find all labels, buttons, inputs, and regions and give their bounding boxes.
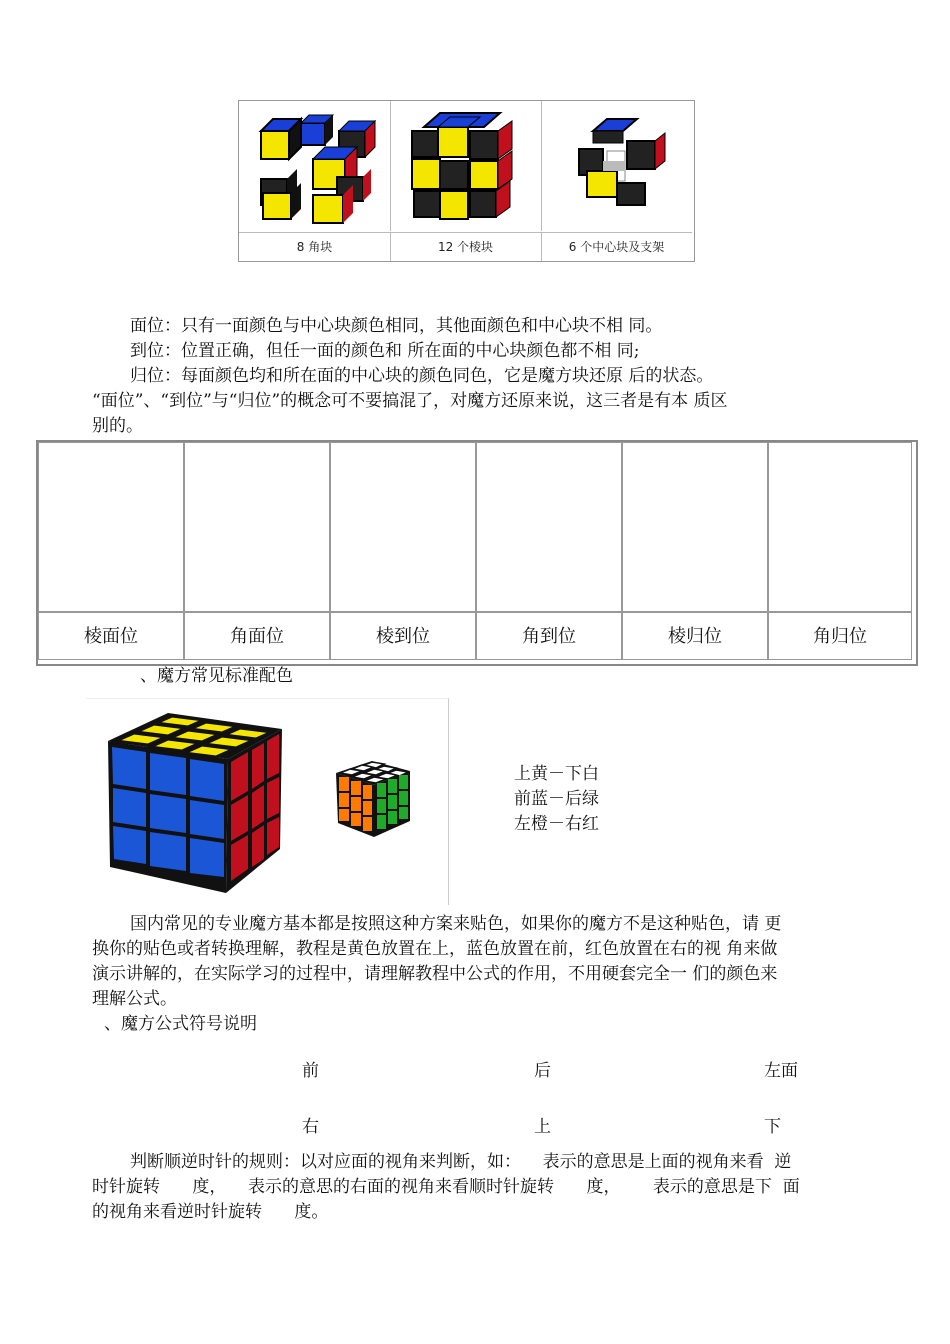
definition-note-cont: 别的。: [92, 416, 143, 436]
parts-caption-corners: 8 角块: [239, 232, 391, 261]
definition-in-place: 到位：位置正确，但任一面的颜色和 所在面的中心块颜色都不相 同;: [130, 341, 640, 361]
color-scheme-heading: 、魔方常见标准配色: [140, 666, 293, 686]
table-image-cell: [184, 442, 330, 612]
scheme-paragraph-line1: 国内常见的专业魔方基本都是按照这种方案来贴色，如果你的魔方不是这种贴色，请 更: [130, 914, 782, 934]
symbol-back: 后: [534, 1061, 551, 1081]
table-image-cell: [476, 442, 622, 612]
symbol-up: 上: [534, 1117, 551, 1137]
symbol-left: 左面: [764, 1061, 798, 1081]
definition-solved: 归位：每面颜色均和所在面的中心块的颜色同色，它是魔方块还原 后的状态。: [130, 366, 714, 386]
corner-pieces-image: [239, 101, 391, 231]
scheme-paragraph-line3: 演示讲解的，在实际学习的过程中，请理解教程中公式的作用，不用硬套完全一 们的颜色来: [92, 964, 778, 984]
symbol-down: 下: [764, 1117, 781, 1137]
symbol-right: 右: [302, 1117, 319, 1137]
position-table: [36, 440, 918, 666]
edge-pieces-image: [390, 101, 542, 231]
parts-caption-edges: 12 个棱块: [390, 232, 542, 261]
definition-note: “面位”、“到位”与“归位”的概念可不要搞混了，对魔方还原来说，这三者是有本 质区: [92, 391, 728, 411]
label-edge-solved: 棱归位: [622, 612, 768, 660]
label-corner-place: 角到位: [476, 612, 622, 660]
color-scheme-figure: [86, 698, 449, 905]
definition-face-position: 面位：只有一面颜色与中心块颜色相同，其他面颜色和中心块不相 同。: [130, 316, 663, 336]
small-cube-image: [332, 757, 414, 841]
rule-line2: 时针旋转 度， 表示的意思的右面的视角来看顺时针旋转 度， 表示的意思是下 面: [92, 1177, 800, 1197]
scheme-line-front-back: 前蓝－后绿: [514, 789, 599, 809]
cube-parts-figure: [238, 100, 695, 262]
symbols-heading: 、魔方公式符号说明: [104, 1014, 257, 1034]
label-corner-face: 角面位: [184, 612, 330, 660]
table-image-cell: [622, 442, 768, 612]
scheme-paragraph-line4: 理解公式。: [92, 989, 177, 1009]
center-pieces-image: [541, 101, 692, 231]
symbol-front: 前: [302, 1061, 319, 1081]
label-edge-face: 棱面位: [38, 612, 184, 660]
label-corner-solved: 角归位: [768, 612, 912, 660]
label-edge-place: 棱到位: [330, 612, 476, 660]
rule-line3: 的视角来看逆时针旋转 度。: [92, 1202, 329, 1222]
parts-caption-centers: 6 个中心块及支架: [541, 232, 692, 261]
corner-cube-piece: [261, 119, 301, 159]
table-image-cell: [330, 442, 476, 612]
table-image-cell: [768, 442, 912, 612]
scheme-line-top-bottom: 上黄－下白: [514, 764, 599, 784]
rule-line1: 判断顺逆时针的规则：以对应面的视角来判断，如： 表示的意思是上面的视角来看 逆: [130, 1152, 792, 1172]
scheme-line-left-right: 左橙－右红: [514, 814, 599, 834]
table-image-cell: [38, 442, 184, 612]
scheme-paragraph-line2: 换你的贴色或者转换理解，教程是黄色放置在上，蓝色放置在前，红色放置在右的视 角来做: [92, 939, 778, 959]
